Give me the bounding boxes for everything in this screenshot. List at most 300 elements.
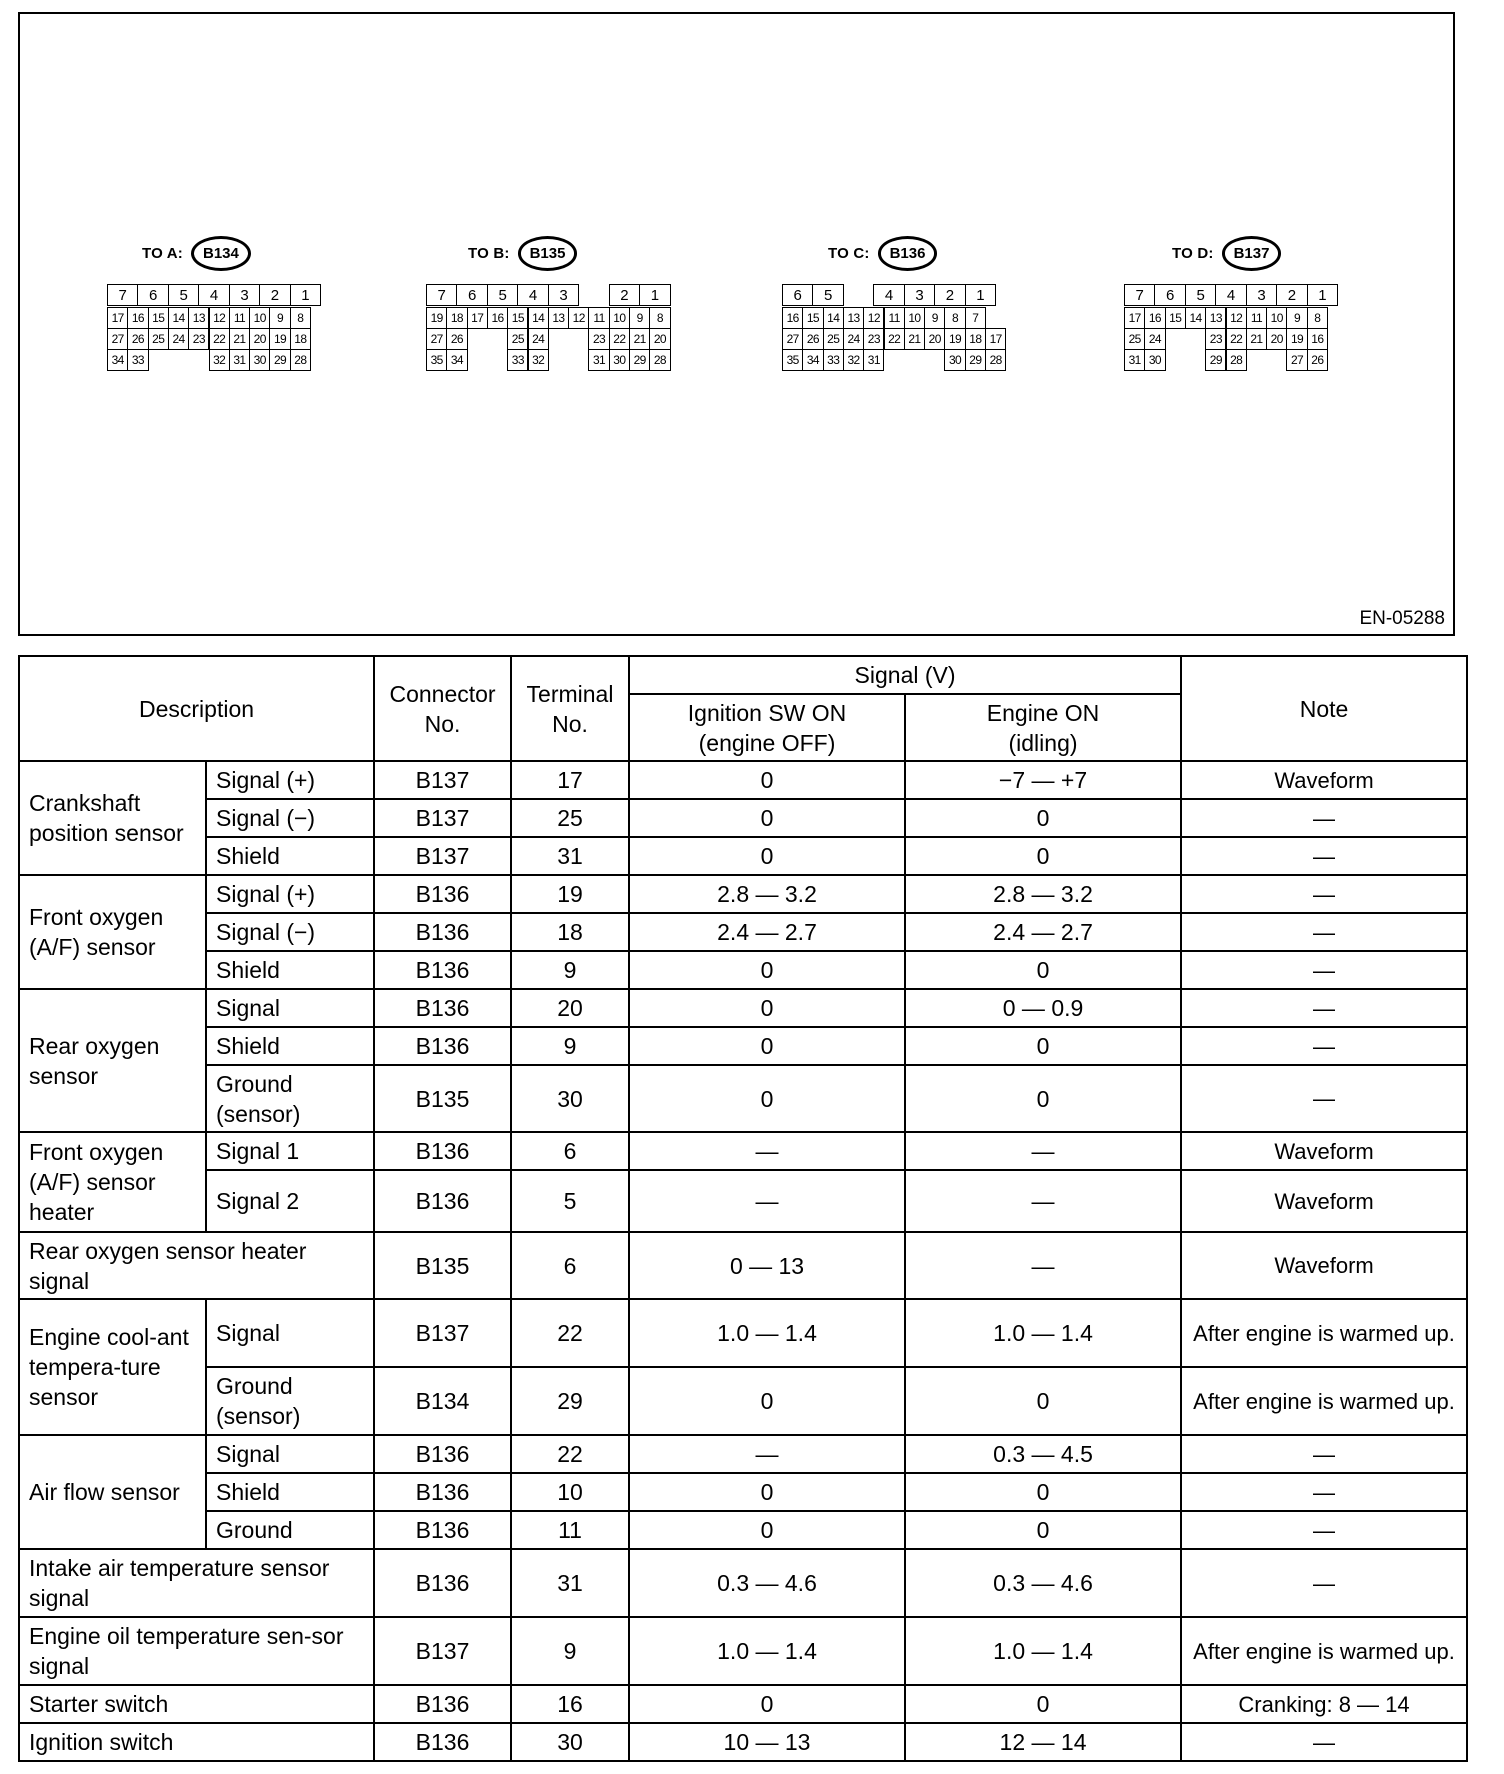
cell-connector: B136 [374,1170,511,1232]
cell-engine-on: 0 [905,1367,1181,1435]
cell-description: Engine oil temperature sen-sor signal [19,1617,374,1685]
pin-b136-4: 4 [873,284,904,306]
pin-b137-5: 5 [1185,284,1216,306]
pin-b134-9: 9 [269,307,290,329]
cell-engine-on: −7 — +7 [905,761,1181,799]
connector-label: TO B: [468,244,510,262]
cell-ign-on: 0 [629,1685,905,1723]
pin-b136-27: 27 [782,328,803,350]
pin-b135-2: 2 [609,284,640,306]
cell-ign-on: 1.0 — 1.4 [629,1617,905,1685]
cell-ign-on: — [629,1132,905,1170]
pin-b134-25: 25 [148,328,169,350]
cell-terminal: 11 [511,1511,629,1549]
pin-b134-2: 2 [259,284,290,306]
pin-b135-29: 29 [629,349,650,371]
pin-b137-27: 27 [1286,349,1307,371]
pin-b136-8: 8 [944,307,965,329]
cell-ign-on: 0 [629,837,905,875]
cell-terminal: 6 [511,1232,629,1299]
cell-subitem: Signal [206,1299,374,1367]
cell-engine-on: — [905,1132,1181,1170]
pin-b137-11: 11 [1246,307,1267,329]
pin-b137-21: 21 [1246,328,1267,350]
cell-ign-on: 2.4 — 2.7 [629,913,905,951]
pin-b136-12: 12 [863,307,884,329]
pin-b136-25: 25 [823,328,844,350]
cell-ign-on: — [629,1435,905,1473]
cell-connector: B136 [374,1027,511,1065]
cell-subitem: Signal [206,1435,374,1473]
cell-ign-on: 0 — 13 [629,1232,905,1299]
pin-b134-1: 1 [290,284,321,306]
cell-ign-on: 0 [629,1473,905,1511]
cell-subitem: Signal 2 [206,1170,374,1232]
header-engine-on: Engine ON (idling) [905,694,1181,761]
cell-description: Ignition switch [19,1723,374,1761]
cell-subitem: Signal 1 [206,1132,374,1170]
cell-ign-on: 0 [629,1065,905,1132]
table-row [19,989,1467,1027]
pin-b137-1: 1 [1307,284,1338,306]
cell-subitem: Shield [206,837,374,875]
pin-b137-20: 20 [1266,328,1287,350]
header-signal: Signal (V) [629,656,1181,694]
cell-connector: B136 [374,989,511,1027]
cell-terminal: 9 [511,951,629,989]
cell-ign-on: 1.0 — 1.4 [629,1299,905,1367]
pin-b134-21: 21 [229,328,250,350]
cell-ign-on: 0 [629,951,905,989]
cell-note: After engine is warmed up. [1181,1367,1467,1435]
pin-b136-6: 6 [782,284,813,306]
cell-terminal: 5 [511,1170,629,1232]
cell-engine-on: 1.0 — 1.4 [905,1299,1181,1367]
table-row [19,1473,1467,1511]
connector-label: TO D: [1172,244,1214,262]
pin-b136-23: 23 [863,328,884,350]
cell-connector: B136 [374,1435,511,1473]
connector-title-b136 [828,232,937,274]
pin-b135-34: 34 [446,349,467,371]
pin-b136-10: 10 [904,307,925,329]
pin-b134-30: 30 [249,349,270,371]
cell-subitem: Ground [206,1511,374,1549]
pin-b135-6: 6 [456,284,487,306]
cell-note: Waveform [1181,1232,1467,1299]
cell-note: — [1181,1549,1467,1617]
table-row [19,1617,1467,1685]
cell-connector: B136 [374,1685,511,1723]
cell-terminal: 30 [511,1723,629,1761]
cell-note: — [1181,1473,1467,1511]
cell-note: After engine is warmed up. [1181,1299,1467,1367]
cell-subitem: Ground (sensor) [206,1367,374,1435]
cell-terminal: 29 [511,1367,629,1435]
pin-b134-33: 33 [127,349,148,371]
pin-b137-28: 28 [1226,349,1247,371]
pin-b134-4: 4 [198,284,229,306]
pin-b136-2: 2 [934,284,965,306]
pin-b136-19: 19 [944,328,965,350]
connector-id: B137 [1222,236,1282,271]
pin-b137-14: 14 [1185,307,1206,329]
pin-b135-14: 14 [528,307,549,329]
pin-b134-28: 28 [290,349,311,371]
table-row [19,1549,1467,1617]
connector-title-b137 [1172,232,1281,274]
cell-engine-on: 0 [905,1027,1181,1065]
pin-b137-29: 29 [1205,349,1226,371]
connector-diagram [18,12,1455,636]
connector-label: TO A: [142,244,183,262]
cell-note: After engine is warmed up. [1181,1617,1467,1685]
cell-connector: B135 [374,1232,511,1299]
cell-note: — [1181,951,1467,989]
pin-b135-19: 19 [426,307,447,329]
pin-b136-7: 7 [965,307,986,329]
pin-b134-27: 27 [107,328,128,350]
pin-b135-25: 25 [507,328,528,350]
pin-b136-34: 34 [802,349,823,371]
pin-b137-19: 19 [1286,328,1307,350]
pin-b136-28: 28 [985,349,1006,371]
pin-b136-9: 9 [924,307,945,329]
pin-b134-17: 17 [107,307,128,329]
pin-b135-21: 21 [629,328,650,350]
pin-b135-20: 20 [649,328,670,350]
pin-b134-24: 24 [168,328,189,350]
table-row [19,837,1467,875]
cell-ign-on: 0.3 — 4.6 [629,1549,905,1617]
cell-ign-on: 0 [629,799,905,837]
figure-code: EN-05288 [1359,608,1445,629]
connector-title-b134 [142,232,251,274]
pin-b136-11: 11 [884,307,905,329]
pin-b135-5: 5 [487,284,518,306]
cell-description: Starter switch [19,1685,374,1723]
pin-b137-23: 23 [1205,328,1226,350]
cell-connector: B136 [374,913,511,951]
pin-b135-8: 8 [649,307,670,329]
cell-terminal: 22 [511,1299,629,1367]
pin-b137-12: 12 [1226,307,1247,329]
cell-engine-on: — [905,1232,1181,1299]
pin-b134-11: 11 [229,307,250,329]
cell-engine-on: 0 [905,1065,1181,1132]
cell-subitem: Signal (+) [206,761,374,799]
cell-terminal: 31 [511,837,629,875]
connector-id: B135 [518,236,578,271]
cell-connector: B134 [374,1367,511,1435]
cell-subitem: Signal (+) [206,875,374,913]
cell-engine-on: — [905,1170,1181,1232]
cell-connector: B135 [374,1065,511,1132]
cell-terminal: 17 [511,761,629,799]
cell-note: — [1181,1435,1467,1473]
table-row [19,1027,1467,1065]
cell-note: — [1181,799,1467,837]
cell-description: Front oxygen (A/F) sensor heater [19,1132,206,1232]
cell-ign-on: 0 [629,989,905,1027]
table-row [19,1299,1467,1367]
pin-b134-16: 16 [127,307,148,329]
pin-b137-24: 24 [1144,328,1165,350]
pin-b134-34: 34 [107,349,128,371]
cell-ign-on: 0 [629,1511,905,1549]
header-description: Description [19,656,374,761]
cell-terminal: 30 [511,1065,629,1132]
pin-b135-16: 16 [487,307,508,329]
pin-b134-19: 19 [269,328,290,350]
pin-b137-15: 15 [1165,307,1186,329]
pin-b134-13: 13 [188,307,209,329]
cell-note: Cranking: 8 — 14 [1181,1685,1467,1723]
pin-b134-6: 6 [137,284,168,306]
pin-b134-7: 7 [107,284,138,306]
pin-b136-29: 29 [965,349,986,371]
cell-terminal: 20 [511,989,629,1027]
cell-subitem: Ground (sensor) [206,1065,374,1132]
cell-description: Air flow sensor [19,1435,206,1549]
cell-subitem: Shield [206,951,374,989]
cell-engine-on: 0 — 0.9 [905,989,1181,1027]
pin-b135-1: 1 [639,284,670,306]
pin-b136-1: 1 [965,284,996,306]
pin-b136-26: 26 [802,328,823,350]
cell-terminal: 19 [511,875,629,913]
cell-subitem: Signal (−) [206,913,374,951]
pin-b135-30: 30 [609,349,630,371]
cell-terminal: 9 [511,1027,629,1065]
connector-id: B136 [878,236,938,271]
cell-ign-on: 0 [629,1367,905,1435]
pin-b137-9: 9 [1286,307,1307,329]
cell-engine-on: 0 [905,837,1181,875]
pin-b135-27: 27 [426,328,447,350]
pin-b135-9: 9 [629,307,650,329]
pin-b135-35: 35 [426,349,447,371]
cell-connector: B137 [374,1299,511,1367]
table-row [19,1065,1467,1132]
cell-connector: B136 [374,1549,511,1617]
table-row [19,1723,1467,1761]
cell-note: — [1181,989,1467,1027]
header-terminal: Terminal No. [511,656,629,761]
header-connector: Connector No. [374,656,511,761]
cell-connector: B136 [374,1132,511,1170]
pin-b134-12: 12 [209,307,230,329]
pin-b136-31: 31 [863,349,884,371]
pin-b134-18: 18 [290,328,311,350]
pin-b134-22: 22 [209,328,230,350]
table-row [19,799,1467,837]
pin-b137-10: 10 [1266,307,1287,329]
cell-terminal: 16 [511,1685,629,1723]
pin-b134-3: 3 [229,284,260,306]
cell-engine-on: 0 [905,1685,1181,1723]
table-row [19,1367,1467,1435]
pin-b135-22: 22 [609,328,630,350]
table-row [19,761,1467,799]
pin-b135-15: 15 [507,307,528,329]
connector-label: TO C: [828,244,870,262]
pin-b135-13: 13 [548,307,569,329]
cell-terminal: 22 [511,1435,629,1473]
pin-b137-16: 16 [1144,307,1165,329]
pin-b134-5: 5 [168,284,199,306]
pin-b137-8: 8 [1307,307,1328,329]
cell-note: — [1181,837,1467,875]
cell-note: — [1181,1723,1467,1761]
pin-b135-10: 10 [609,307,630,329]
pin-b134-8: 8 [290,307,311,329]
pin-b137-16: 16 [1307,328,1328,350]
pin-b136-32: 32 [843,349,864,371]
cell-note: — [1181,875,1467,913]
pin-b136-16: 16 [782,307,803,329]
cell-engine-on: 0.3 — 4.6 [905,1549,1181,1617]
pin-b137-2: 2 [1276,284,1307,306]
cell-engine-on: 2.8 — 3.2 [905,875,1181,913]
cell-description: Front oxygen (A/F) sensor [19,875,206,989]
pin-b136-14: 14 [823,307,844,329]
cell-terminal: 25 [511,799,629,837]
pin-b137-22: 22 [1226,328,1247,350]
cell-subitem: Signal [206,989,374,1027]
table-row [19,913,1467,951]
connector-id: B134 [191,236,251,271]
cell-ign-on: 10 — 13 [629,1723,905,1761]
table-row [19,951,1467,989]
cell-terminal: 6 [511,1132,629,1170]
pin-b135-4: 4 [517,284,548,306]
pin-b134-29: 29 [269,349,290,371]
header-note: Note [1181,656,1467,761]
cell-terminal: 31 [511,1549,629,1617]
cell-description: Intake air temperature sensor signal [19,1549,374,1617]
cell-connector: B137 [374,799,511,837]
cell-connector: B137 [374,837,511,875]
pin-b135-26: 26 [446,328,467,350]
cell-terminal: 9 [511,1617,629,1685]
table-row [19,1232,1467,1299]
pin-b135-7: 7 [426,284,457,306]
signal-spec-table [18,655,1468,1762]
cell-terminal: 10 [511,1473,629,1511]
table-row [19,1170,1467,1232]
cell-subitem: Shield [206,1027,374,1065]
pin-b135-24: 24 [528,328,549,350]
cell-note: — [1181,913,1467,951]
table-row [19,1685,1467,1723]
pin-b136-20: 20 [924,328,945,350]
pin-b134-14: 14 [168,307,189,329]
cell-engine-on: 0.3 — 4.5 [905,1435,1181,1473]
pin-b137-7: 7 [1124,284,1155,306]
pin-b135-28: 28 [649,349,670,371]
table-row [19,1511,1467,1549]
cell-connector: B136 [374,875,511,913]
pin-b134-26: 26 [127,328,148,350]
cell-engine-on: 0 [905,951,1181,989]
pin-b136-17: 17 [985,328,1006,350]
cell-connector: B136 [374,1511,511,1549]
pin-b137-13: 13 [1205,307,1226,329]
cell-note: Waveform [1181,1132,1467,1170]
pin-b136-5: 5 [812,284,843,306]
table-row [19,1132,1467,1170]
pin-b136-24: 24 [843,328,864,350]
pin-b137-30: 30 [1144,349,1165,371]
pin-b137-25: 25 [1124,328,1145,350]
cell-connector: B136 [374,951,511,989]
cell-terminal: 18 [511,913,629,951]
cell-description: Crankshaft position sensor [19,761,206,875]
pin-b135-11: 11 [588,307,609,329]
cell-description: Engine cool-ant tempera-ture sensor [19,1299,206,1435]
pin-b135-12: 12 [568,307,589,329]
pin-b134-20: 20 [249,328,270,350]
cell-ign-on: 0 [629,761,905,799]
pin-b135-23: 23 [588,328,609,350]
pin-b137-17: 17 [1124,307,1145,329]
pin-b137-6: 6 [1154,284,1185,306]
cell-connector: B136 [374,1473,511,1511]
pin-b136-15: 15 [802,307,823,329]
cell-connector: B137 [374,1617,511,1685]
pin-b134-31: 31 [229,349,250,371]
cell-note: — [1181,1065,1467,1132]
cell-engine-on: 1.0 — 1.4 [905,1617,1181,1685]
pin-b135-18: 18 [446,307,467,329]
cell-engine-on: 0 [905,1473,1181,1511]
cell-note: — [1181,1027,1467,1065]
cell-engine-on: 12 — 14 [905,1723,1181,1761]
pin-b136-18: 18 [965,328,986,350]
pin-b135-32: 32 [528,349,549,371]
pin-b135-33: 33 [507,349,528,371]
cell-ign-on: — [629,1170,905,1232]
pin-b136-33: 33 [823,349,844,371]
cell-note: — [1181,1511,1467,1549]
cell-description: Rear oxygen sensor heater signal [19,1232,374,1299]
cell-note: Waveform [1181,761,1467,799]
pin-b136-21: 21 [904,328,925,350]
cell-connector: B136 [374,1723,511,1761]
pin-b137-26: 26 [1307,349,1328,371]
connector-title-b135 [468,232,577,274]
cell-ign-on: 0 [629,1027,905,1065]
cell-subitem: Signal (−) [206,799,374,837]
cell-engine-on: 2.4 — 2.7 [905,913,1181,951]
cell-engine-on: 0 [905,799,1181,837]
pin-b135-3: 3 [548,284,579,306]
cell-engine-on: 0 [905,1511,1181,1549]
cell-note: Waveform [1181,1170,1467,1232]
pin-b134-32: 32 [209,349,230,371]
table-row [19,1435,1467,1473]
cell-connector: B137 [374,761,511,799]
pin-b137-3: 3 [1246,284,1277,306]
pin-b135-17: 17 [467,307,488,329]
table-row [19,875,1467,913]
pin-b136-35: 35 [782,349,803,371]
pin-b137-4: 4 [1215,284,1246,306]
cell-description: Rear oxygen sensor [19,989,206,1132]
cell-subitem: Shield [206,1473,374,1511]
pin-b134-10: 10 [249,307,270,329]
